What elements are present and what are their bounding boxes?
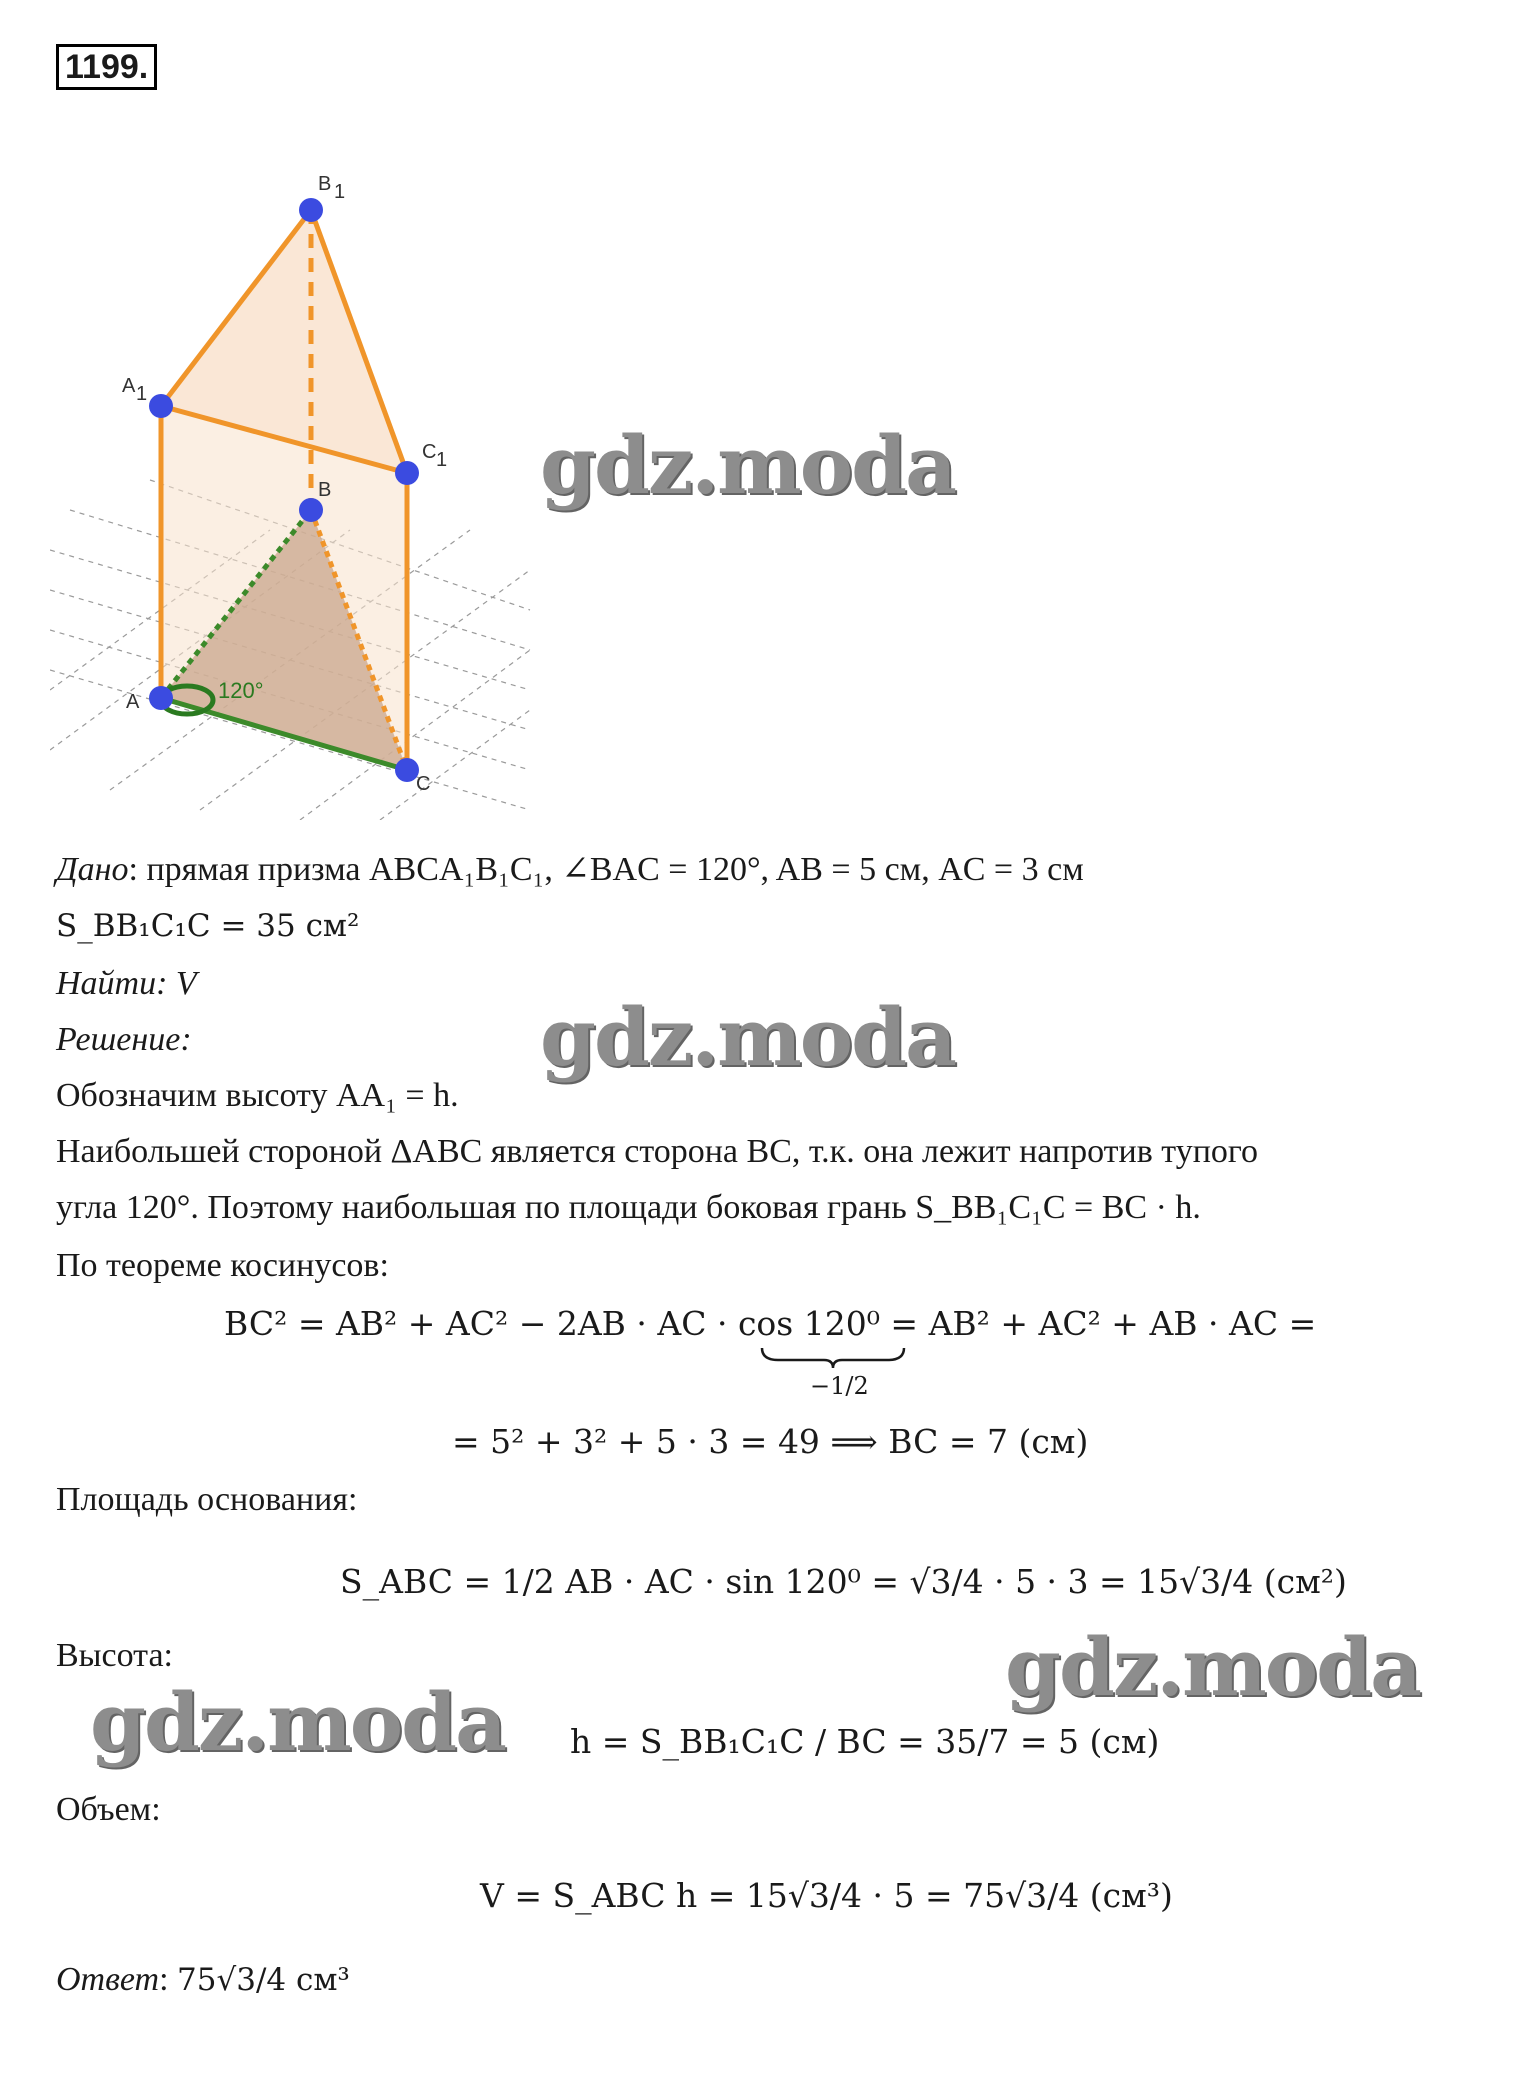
watermark: gdz.moda bbox=[540, 418, 955, 512]
watermark: gdz.moda bbox=[540, 990, 955, 1084]
step-text: Наибольшей стороной ΔABC является сторона BC, т.к. она лежит напротив тупого bbox=[56, 1133, 1258, 1170]
step-text: угла 120°. Поэтому наибольшая по площади боковая грань S_BB₁C₁C = BC · h. bbox=[56, 1189, 1201, 1226]
solution-label: Решение: bbox=[56, 1021, 192, 1058]
step-text: Площадь основания: bbox=[56, 1481, 358, 1518]
label-C: C bbox=[416, 773, 431, 795]
step-text: Объем: bbox=[56, 1791, 161, 1828]
answer-label: Ответ bbox=[56, 1961, 160, 1998]
equation-height: h = S_BB₁C₁C / BC = 35/7 = 5 (см) bbox=[570, 1722, 1160, 1761]
given-line bbox=[56, 850, 1084, 890]
step-text: Высота: bbox=[56, 1637, 173, 1674]
prism-figure bbox=[50, 170, 550, 820]
watermark: gdz.moda bbox=[1005, 1620, 1420, 1714]
problem-number: 1199. bbox=[56, 44, 157, 90]
answer-line: Ответ: 75√3/4 см³ bbox=[56, 1961, 350, 1998]
equation-cosine: BC² = AB² + AC² − 2AB · AC · cos 120⁰ = AB² + AC² + AB · AC = bbox=[224, 1304, 1317, 1343]
watermark: gdz.moda bbox=[90, 1675, 505, 1769]
label-C1: C bbox=[422, 441, 437, 463]
given-area: S_BB₁C₁C = 35 см² bbox=[56, 908, 360, 944]
label-angle: 120° bbox=[218, 678, 264, 703]
answer-value: 75√3/4 см³ bbox=[177, 1962, 350, 1998]
label-C1-sub: 1 bbox=[436, 449, 448, 471]
underbrace-label: −1/2 bbox=[810, 1372, 869, 1400]
equation-base-area: S_ABC = 1/2 AB · AC · sin 120⁰ = √3/4 · 5 · 3 = 15√3/4 (см²) bbox=[340, 1562, 1347, 1601]
label-B1: B bbox=[318, 173, 332, 195]
label-A: A bbox=[126, 691, 140, 713]
label-A1-sub: 1 bbox=[136, 383, 148, 405]
step-text: Обозначим высоту AA₁ = h. bbox=[56, 1077, 459, 1114]
given-text: : прямая призма ABCA₁B₁C₁, ∠BAC = 120°, AB = 5 см, AC = 3 см bbox=[128, 851, 1084, 888]
find-line: Найти: V bbox=[56, 965, 197, 1002]
equation-volume: V = S_ABC h = 15√3/4 · 5 = 75√3/4 (см³) bbox=[480, 1876, 1173, 1915]
step-text: По теореме косинусов: bbox=[56, 1247, 389, 1284]
equation-bc: = 5² + 3² + 5 · 3 = 49 ⟹ BC = 7 (см) bbox=[452, 1422, 1089, 1461]
label-B1-sub: 1 bbox=[334, 181, 346, 203]
label-B: B bbox=[318, 479, 332, 501]
label-A1: A bbox=[122, 375, 136, 397]
given-label: Дано bbox=[56, 851, 129, 888]
